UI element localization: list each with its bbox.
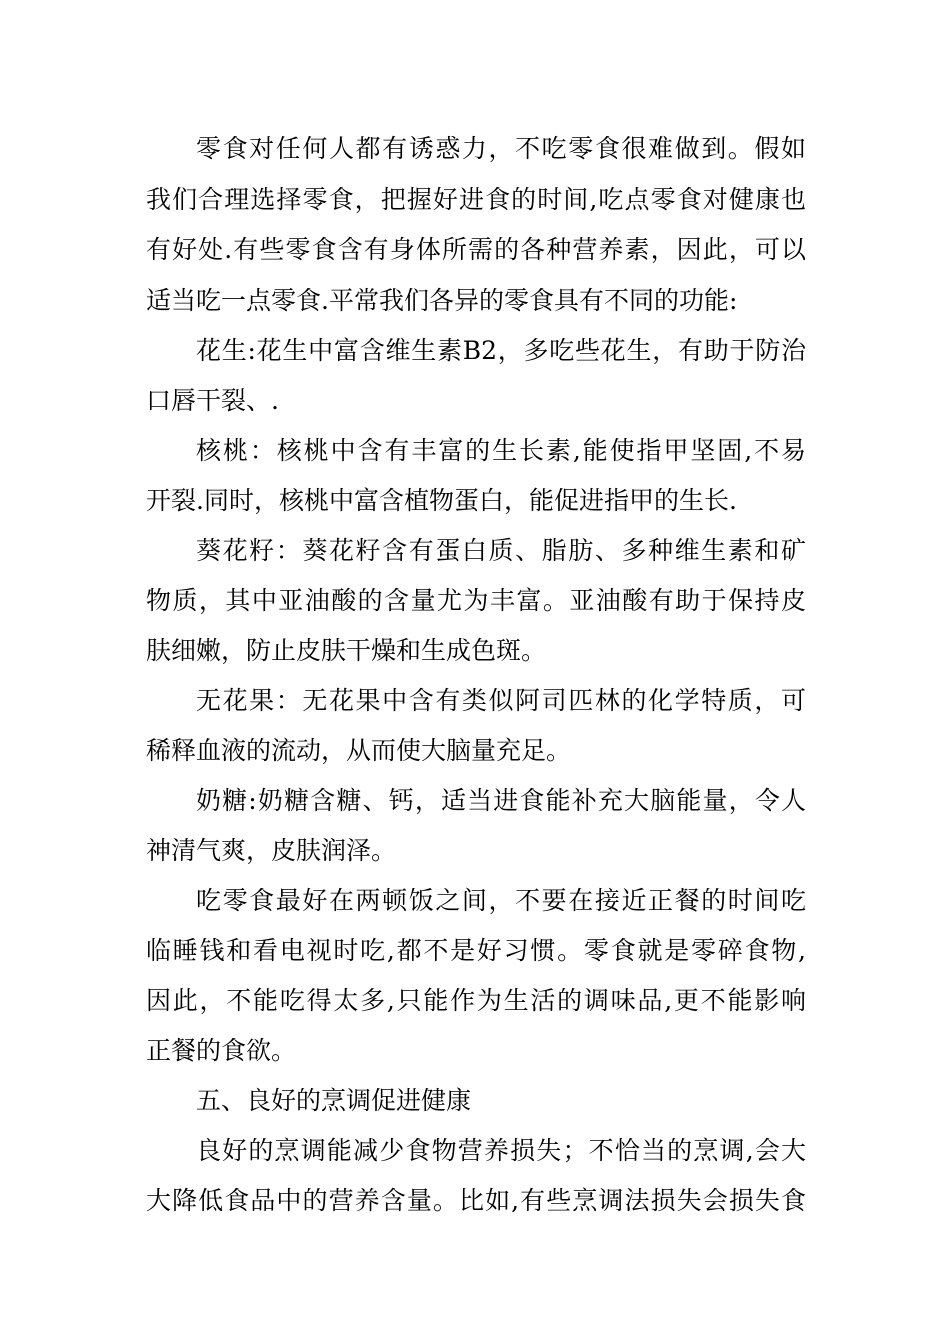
paragraph-snacks-intro-line-2: 我们合理选择零食，把握好进食的时间,吃点零食对健康也 (146, 185, 806, 214)
paragraph-snacks-intro-line-4: 适当吃一点零食.平常我们各异的零食具有不同的功能: (146, 286, 738, 315)
paragraph-milk-candy-line-2: 神清气爽，皮肤润泽。 (146, 836, 397, 865)
paragraph-fig-line-1: 无花果：无花果中含有类似阿司匹林的化学特质，可 (196, 686, 806, 715)
paragraph-snack-timing-line-1: 吃零食最好在两顿饭之间，不要在接近正餐的时间吃 (196, 886, 806, 915)
paragraph-peanut-line-2: 口唇干裂、. (146, 386, 279, 415)
paragraph-snack-timing-line-2: 临睡钱和看电视时吃,都不是好习惯。零食就是零碎食物, (146, 936, 806, 965)
paragraph-snack-timing-line-3: 因此，不能吃得太多,只能作为生活的调味品,更不能影响 (146, 986, 806, 1015)
paragraph-sunflower-seed-line-1: 葵花籽：葵花籽含有蛋白质、脂肪、多种维生素和矿 (196, 536, 806, 565)
section-heading-cooking: 五、良好的烹调促进健康 (196, 1086, 472, 1115)
paragraph-cooking-line-2: 大降低食品中的营养含量。比如,有些烹调法损失会损失食 (146, 1186, 806, 1215)
paragraph-snacks-intro-line-3: 有好处.有些零食含有身体所需的各种营养素，因此，可以 (146, 235, 806, 264)
paragraph-snacks-intro-line-1: 零食对任何人都有诱惑力，不吃零食很难做到。假如 (196, 134, 806, 163)
paragraph-walnut-line-2: 开裂.同时，核桃中富含植物蛋白，能促进指甲的生长. (146, 486, 737, 515)
paragraph-sunflower-seed-line-2: 物质，其中亚油酸的含量尤为丰富。亚油酸有助于保持皮 (146, 586, 806, 615)
paragraph-cooking-line-1: 良好的烹调能减少食物营养损失；不恰当的烹调,会大 (196, 1136, 806, 1165)
paragraph-snack-timing-line-4: 正餐的食欲。 (146, 1036, 297, 1065)
paragraph-milk-candy-line-1: 奶糖:奶糖含糖、钙，适当进食能补充大脑能量，令人 (196, 786, 806, 815)
paragraph-peanut-line-1: 花生:花生中富含维生素B2，多吃些花生，有助于防治 (196, 336, 806, 365)
paragraph-fig-line-2: 稀释血液的流动，从而使大脑量充足。 (146, 736, 572, 765)
paragraph-sunflower-seed-line-3: 肤细嫩，防止皮肤干燥和生成色斑。 (146, 636, 547, 665)
paragraph-walnut-line-1: 核桃：核桃中含有丰富的生长素,能使指甲坚固,不易 (196, 436, 806, 465)
